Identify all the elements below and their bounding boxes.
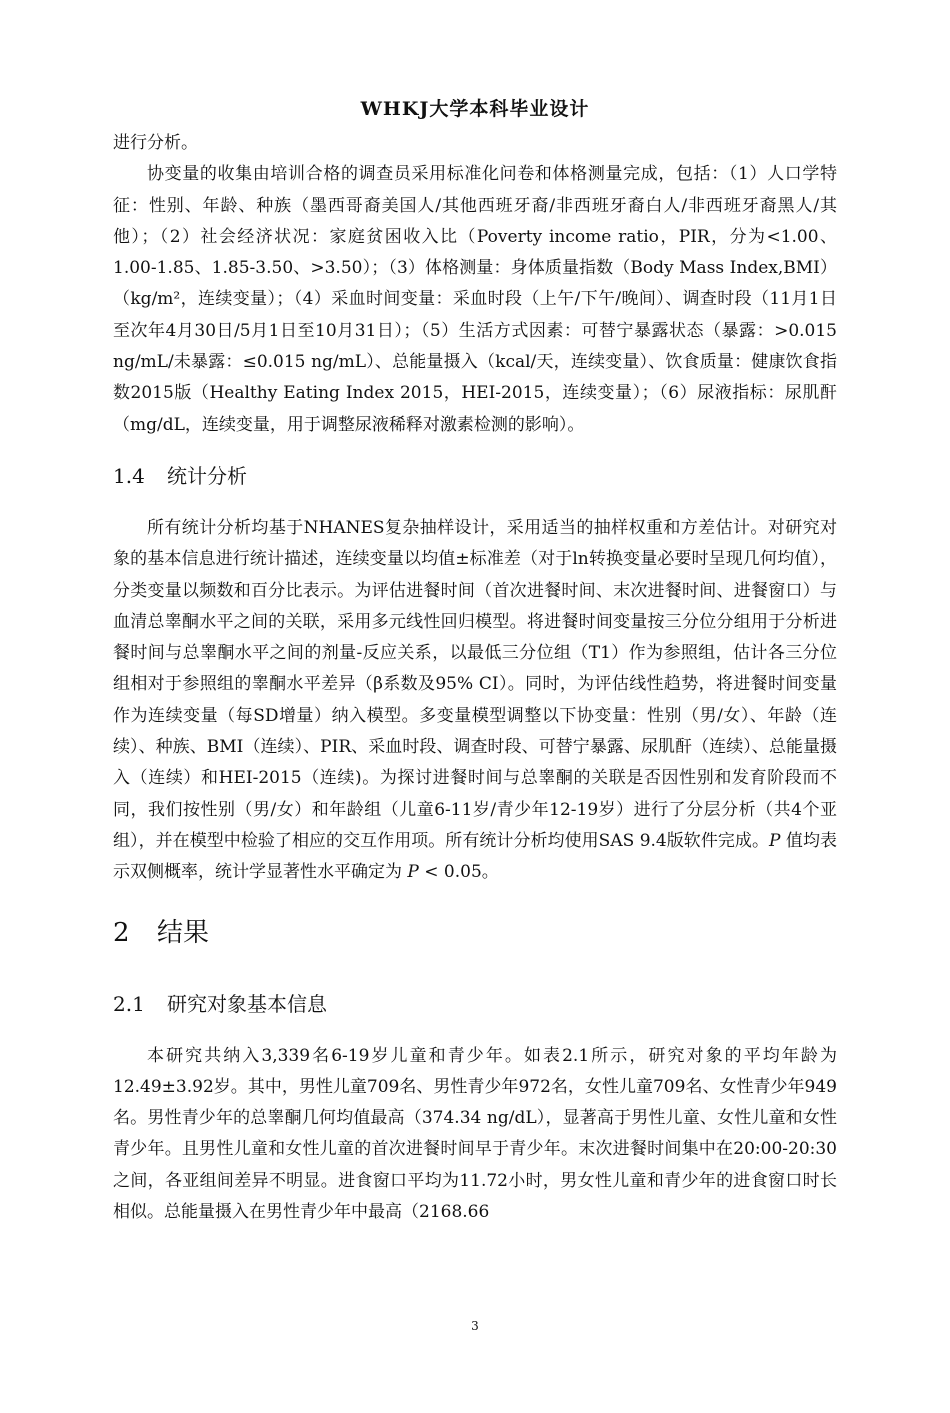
paragraph-intro-continuation: 进行分析。 [113, 133, 198, 153]
section-heading-basic-info [113, 989, 837, 1019]
paragraph-statistics [113, 513, 837, 889]
running-header: WHKJ大学本科毕业设计 [360, 98, 590, 120]
chapter-heading-results [113, 915, 837, 951]
section-title: 研究对象基本信息 [167, 991, 327, 1016]
p-symbol: P [769, 830, 781, 851]
section-number: 1.4 [113, 463, 145, 488]
section-heading-statistics [113, 461, 837, 491]
paragraph-results: 本研究共纳入3,339名6-19岁儿童和青少年。如表2.1所示，研究对象的平均年龄为12.49±3.92岁。其中，男性儿童709名、男性青少年972名，女性儿童709名、女性青少年949名。男性青少年的总睾酮几何均值最高（374.34 ng/dL），显著高于男性儿童、女性儿童和女性青少年。且男性儿童和女性儿童的首次进餐时间早于青少年。末次进餐时间集中在20:00-20:30之间，各亚组间差异不明显。进食窗口平均为11.72小时，男女性儿童和青少年的进食窗口时长相似。总能量摄入在男性青少年中最高（2168.66 [113, 1045, 837, 1223]
statistics-text-3: < 0.05。 [418, 862, 499, 883]
statistics-text-2: 值均表示双侧概率，统计学显著性水平确定为 [113, 830, 837, 883]
p-symbol: P [407, 862, 419, 883]
statistics-text: 所有统计分析均基于NHANES复杂抽样设计，采用适当的抽样权重和方差估计。对研究对象的基本信息进行统计描述，连续变量以均值±标准差（对于ln转换变量必要时呈现几何均值），分类变量以频数和百分比表示。为评估进餐时间（首次进餐时间、末次进餐时间、进餐窗口）与血清总睾酮水平之间的关联，采用多元线性回归模型。将进餐时间变量按三分位分组用于分析进餐时间与总睾酮水平之间的剂量-反应关系，以最低三分位组（T1）作为参照组，估计各三分位组相对于参照组的睾酮水平差异（β系数及95% CI）。同时，为评估线性趋势，将进餐时间变量作为连续变量（每SD增量）纳入模型。多变量模型调整以下协变量：性别（男/女）、年龄（连续）、种族、BMI（连续）、PIR、采血时段、调查时段、可替宁暴露、尿肌酐（连续）、总能量摄入（连续）和HEI-2015（连续)。为探讨进餐时间与总睾酮的关联是否因性别和发育阶段而不同，我们按性别（男/女）和年龄组（儿童6-11岁/青少年12-19岁）进行了分层分析（共4个亚组），并在模型中检验了相应的交互作用项。所有统计分析均使用SAS 9.4版软件完成。 [113, 517, 837, 851]
section-title: 统计分析 [167, 463, 247, 488]
chapter-title: 结果 [157, 917, 210, 948]
page-number: 3 [471, 1319, 479, 1333]
paragraph-covariates: 协变量的收集由培训合格的调查员采用标准化问卷和体格测量完成，包括：（1）人口学特征：性别、年龄、种族（墨西哥裔美国人/其他西班牙裔/非西班牙裔白人/非西班牙裔黑人/其他）；（2）社会经济状况：家庭贫困收入比（Poverty income ratio，PIR，分为<1.00、1.00-1.85、1.85-3.50、>3.50）；（3）体格测量：身体质量指数（Body Mass Index,BMI）（kg/m²，连续变量）；（4）采血时间变量：采血时段（上午/下午/晚间）、调查时段（11月1日至次年4月30日/5月1日至10月31日）；（5）生活方式因素：可替宁暴露状态（暴露：>0.015 ng/mL/未暴露：≤0.015 ng/mL）、总能量摄入（kcal/天，连续变量）、饮食质量：健康饮食指数2015版（Healthy Eating Index 2015，HEI-2015，连续变量）；（6）尿液指标：尿肌酐（mg/dL，连续变量，用于调整尿液稀释对激素检测的影响）。 [113, 164, 837, 435]
section-number: 2.1 [113, 991, 145, 1016]
chapter-number: 2 [113, 917, 130, 948]
page-content [113, 128, 837, 1228]
